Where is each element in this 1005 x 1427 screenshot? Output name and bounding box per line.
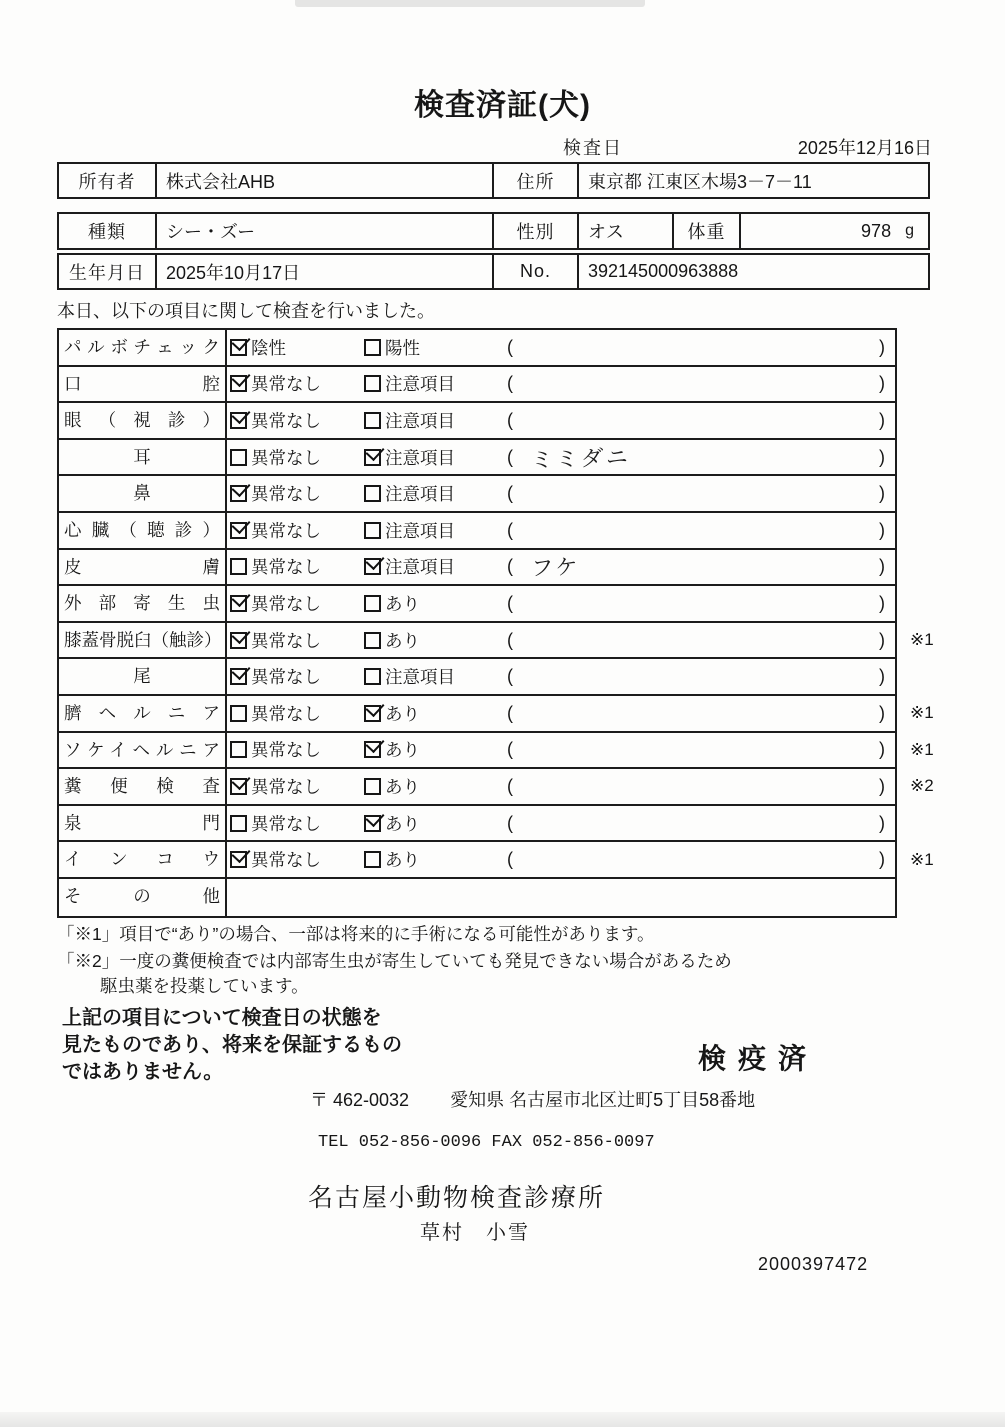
remarks-field (497, 666, 895, 687)
remarks-field (497, 776, 895, 797)
checkbox-unchecked-icon (364, 668, 381, 685)
option-checked (227, 481, 364, 506)
paren-open: ( (507, 483, 513, 504)
option-label: あり (385, 630, 420, 651)
option-checked (364, 445, 497, 470)
option-unchecked (227, 701, 364, 726)
remarks-field (497, 483, 895, 504)
paren-close: ) (879, 519, 885, 540)
option-unchecked (364, 518, 497, 543)
option-label: あり (385, 776, 420, 797)
birthdate-label: 生年月日 (59, 255, 157, 288)
paren-open: ( (507, 702, 513, 723)
checklist-row (59, 513, 895, 550)
disclaimer-line-1: 上記の項目について検査日の状態を (62, 1007, 382, 1029)
breed-value: シー・ズー (157, 214, 494, 248)
number-value: 392145000963888 (588, 261, 739, 281)
option-checked (227, 591, 364, 616)
examination-checklist-table (57, 328, 934, 918)
option-label: あり (385, 703, 420, 724)
option-label: あり (385, 593, 420, 614)
paren-open: ( (507, 592, 513, 613)
checkbox-unchecked-icon (364, 339, 381, 356)
paren-open: ( (507, 336, 513, 357)
option-label: 異常なし (251, 447, 321, 468)
checklist-row-options (227, 403, 895, 438)
paren-open: ( (507, 739, 513, 760)
checklist-row (59, 696, 934, 733)
option-label: 異常なし (251, 813, 321, 834)
paren-close: ) (879, 483, 885, 504)
option-label: あり (385, 740, 420, 761)
handwritten-remark: ミミダニ (530, 443, 632, 473)
option-label: 異常なし (251, 740, 321, 761)
option-unchecked (364, 628, 497, 653)
option-label: 異常なし (251, 667, 321, 688)
option-label: 注意項目 (385, 484, 455, 505)
checklist-row-options (227, 440, 895, 475)
option-unchecked (364, 481, 497, 506)
option-checked (227, 408, 364, 433)
document-title: 検査済証(犬) (414, 89, 591, 122)
paren-close: ) (879, 849, 885, 870)
clinic-tel-fax: TEL 052-856-0096 FAX 052-856-0097 (318, 1133, 655, 1152)
option-unchecked (364, 847, 497, 872)
option-unchecked (227, 811, 364, 836)
checklist-row-options (227, 879, 895, 916)
checkbox-unchecked-icon (364, 522, 381, 539)
owner-label: 所有者 (59, 164, 157, 197)
postal-code: 〒 462-0032 (310, 1090, 410, 1110)
birth-number-table (57, 253, 930, 290)
checkbox-unchecked-icon (364, 485, 381, 502)
paren-open: ( (507, 849, 513, 870)
checklist-item-label: 臍ヘルニア (59, 696, 227, 731)
option-checked (227, 518, 364, 543)
paren-close: ) (879, 666, 885, 687)
paren-open: ( (507, 519, 513, 540)
footnote-mark: ※1 (910, 849, 934, 869)
option-label: 注意項目 (385, 410, 455, 431)
checklist-item-label: 泉門 (59, 806, 227, 841)
checklist-row-options (227, 842, 895, 877)
remarks-field (497, 630, 895, 651)
checklist-row (59, 879, 895, 916)
option-checked (227, 774, 364, 799)
paren-open: ( (507, 775, 513, 796)
disclaimer-paragraph (62, 1005, 402, 1086)
option-checked (227, 335, 364, 360)
checklist-item-label: 尾 (59, 659, 227, 694)
checkbox-unchecked-icon (230, 705, 247, 722)
checkbox-checked-icon (364, 705, 381, 722)
checklist-row-options (227, 476, 895, 511)
option-label: あり (385, 813, 420, 834)
option-label: 異常なし (251, 703, 321, 724)
checklist-row (59, 733, 934, 770)
paren-close: ) (879, 739, 885, 760)
breed-label: 種類 (59, 214, 157, 248)
paren-close: ) (879, 556, 885, 577)
remarks-field (497, 410, 895, 431)
option-checked (364, 554, 497, 579)
checkbox-checked-icon (230, 668, 247, 685)
inspection-date-label: 検査日 (563, 138, 623, 158)
scan-artifact-top (295, 0, 645, 7)
option-label: 注意項目 (385, 520, 455, 541)
option-unchecked (227, 445, 364, 470)
paren-close: ) (879, 775, 885, 796)
checklist-row-options (227, 696, 895, 731)
disclaimer-line-2: 見たものであり、将来を保証するもの (62, 1034, 402, 1056)
footnote-mark: ※2 (910, 776, 934, 796)
checklist-item-label: 心臓（聴診） (59, 513, 227, 548)
handwritten-remark: フケ (530, 554, 581, 582)
checkbox-unchecked-icon (364, 412, 381, 429)
checklist-row (59, 476, 895, 513)
checkbox-checked-icon (230, 851, 247, 868)
checklist-row-options (227, 623, 895, 658)
clinic-address: 愛知県 名古屋市北区辻町5丁目58番地 (450, 1090, 756, 1110)
checklist-item-label: その他 (59, 879, 227, 916)
option-label: 異常なし (251, 557, 321, 578)
option-label: 異常なし (251, 410, 321, 431)
birthdate-value: 2025年10月17日 (157, 255, 494, 288)
checkbox-checked-icon (364, 449, 381, 466)
checkbox-unchecked-icon (230, 741, 247, 758)
weight-label: 体重 (674, 214, 741, 248)
checklist-item-label: 耳 (59, 440, 227, 475)
checkbox-unchecked-icon (230, 558, 247, 575)
checkbox-unchecked-icon (230, 449, 247, 466)
option-label: 陰性 (251, 337, 286, 358)
checklist-item-label: 皮膚 (59, 550, 227, 585)
checklist-row-options (227, 769, 895, 804)
checklist-item-label: 膝蓋骨脱臼（触診） (59, 623, 227, 658)
checklist-row (59, 403, 895, 440)
checkbox-checked-icon (230, 412, 247, 429)
intro-sentence: 本日、以下の項目に関して検査を行いました。 (57, 301, 435, 321)
scan-artifact-bottom (0, 1412, 1005, 1427)
examiner-name: 草村 小雪 (420, 1222, 530, 1244)
option-label: 異常なし (251, 520, 321, 541)
checkbox-checked-icon (364, 558, 381, 575)
checkbox-checked-icon (230, 339, 247, 356)
option-unchecked (364, 408, 497, 433)
breed-sex-weight-table (57, 212, 930, 250)
checkbox-unchecked-icon (364, 778, 381, 795)
option-label: 異常なし (251, 593, 321, 614)
clinic-postal-address (310, 1086, 755, 1112)
footnote-2: 「※2」一度の糞便検査では内部寄生虫が寄生していても発見できない場合があるため (57, 951, 732, 971)
option-label: あり (385, 850, 420, 871)
checklist-row-options (227, 806, 895, 841)
option-unchecked (364, 591, 497, 616)
footnote-1: 「※1」項目で“あり”の場合、一部は将来的に手術になる可能性があります。 (57, 924, 655, 944)
option-checked (364, 737, 497, 762)
address-label: 住所 (494, 164, 579, 197)
checklist-row (59, 440, 895, 477)
paren-open: ( (507, 556, 513, 577)
disclaimer-line-3: ではありません。 (62, 1061, 224, 1083)
option-label: 注意項目 (385, 667, 455, 688)
checkbox-unchecked-icon (230, 815, 247, 832)
checkbox-checked-icon (230, 778, 247, 795)
paren-close: ) (879, 702, 885, 723)
remarks-field (497, 373, 895, 394)
checklist-row (59, 769, 934, 806)
option-checked (227, 847, 364, 872)
option-label: 陽性 (385, 337, 420, 358)
quarantine-passed-stamp: 検疫済 (698, 1043, 819, 1074)
weight-value-cell (741, 214, 928, 248)
option-unchecked (227, 737, 364, 762)
paren-close: ) (879, 409, 885, 430)
checklist-item-label: 鼻 (59, 476, 227, 511)
paren-close: ) (879, 812, 885, 833)
checkbox-checked-icon (230, 595, 247, 612)
paren-close: ) (879, 373, 885, 394)
paren-open: ( (507, 373, 513, 394)
checkbox-checked-icon (230, 522, 247, 539)
checklist-row (59, 842, 934, 879)
remarks-field (497, 593, 895, 614)
option-label: 異常なし (251, 630, 321, 651)
checkbox-checked-icon (364, 741, 381, 758)
option-unchecked (227, 554, 364, 579)
checklist-item-label: 糞便検査 (59, 769, 227, 804)
option-unchecked (364, 371, 497, 396)
paren-close: ) (879, 629, 885, 650)
owner-value: 株式会社AHB (157, 164, 494, 197)
option-checked (227, 371, 364, 396)
footnote-2-continued: 駆虫薬を投薬しています。 (100, 976, 309, 996)
remarks-field (497, 551, 895, 582)
number-label: No. (494, 255, 579, 288)
option-label: 注意項目 (385, 557, 455, 578)
option-checked (364, 701, 497, 726)
checklist-item-label: 眼（視診） (59, 403, 227, 438)
checklist-row-options (227, 550, 895, 585)
remarks-field (497, 337, 895, 358)
checklist-item-label: パルボチェック (59, 330, 227, 365)
sex-label: 性別 (494, 214, 579, 248)
remarks-field (497, 442, 895, 473)
paren-open: ( (507, 666, 513, 687)
checklist-row-options (227, 367, 895, 402)
option-checked (227, 628, 364, 653)
inspection-date-value: 2025年12月16日 (797, 138, 932, 158)
checklist-row-options (227, 330, 895, 365)
owner-address-table (57, 162, 930, 199)
checkbox-unchecked-icon (364, 375, 381, 392)
checklist-row (59, 586, 895, 623)
checklist-row (59, 550, 895, 587)
paren-close: ) (879, 446, 885, 467)
checklist-row (59, 330, 895, 367)
weight-value: 978 (861, 220, 892, 241)
remarks-field (497, 520, 895, 541)
checklist-row (59, 367, 895, 404)
checkbox-unchecked-icon (364, 632, 381, 649)
remarks-field (497, 703, 895, 724)
address-value: 東京都 江東区木場3－7－11 (588, 171, 812, 192)
footnote-mark: ※1 (910, 630, 934, 650)
checkbox-unchecked-icon (364, 851, 381, 868)
checklist-item-label: 口腔 (59, 367, 227, 402)
option-label: 注意項目 (385, 447, 455, 468)
option-label: 異常なし (251, 776, 321, 797)
weight-unit: g (905, 222, 914, 239)
checklist-row (59, 623, 934, 660)
paren-close: ) (879, 336, 885, 357)
checklist-row-options (227, 586, 895, 621)
remarks-field (497, 849, 895, 870)
document-serial-number: 2000397472 (758, 1254, 869, 1274)
footnote-mark: ※1 (910, 739, 934, 759)
paren-open: ( (507, 409, 513, 430)
remarks-field (497, 739, 895, 760)
clinic-name: 名古屋小動物検査診療所 (308, 1184, 606, 1212)
checklist-row (59, 806, 895, 843)
option-checked (364, 811, 497, 836)
paren-open: ( (507, 629, 513, 650)
checklist-item-label: 外部寄生虫 (59, 586, 227, 621)
checklist-row-options (227, 513, 895, 548)
option-checked (227, 664, 364, 689)
checkbox-checked-icon (364, 815, 381, 832)
option-label: 異常なし (251, 374, 321, 395)
option-unchecked (364, 774, 497, 799)
checklist-item-label: インコウ (59, 842, 227, 877)
checkbox-checked-icon (230, 375, 247, 392)
paren-open: ( (507, 446, 513, 467)
footnote-mark: ※1 (910, 703, 934, 723)
checklist-row (59, 659, 895, 696)
checkbox-checked-icon (230, 632, 247, 649)
option-label: 異常なし (251, 484, 321, 505)
option-label: 注意項目 (385, 374, 455, 395)
option-label: 異常なし (251, 850, 321, 871)
checkbox-unchecked-icon (364, 595, 381, 612)
sex-value: オス (579, 214, 674, 248)
paren-close: ) (879, 592, 885, 613)
paren-open: ( (507, 812, 513, 833)
checkbox-checked-icon (230, 485, 247, 502)
checklist-row-options (227, 733, 895, 768)
option-unchecked (364, 664, 497, 689)
option-unchecked (364, 335, 497, 360)
checklist-item-label: ソケイヘルニア (59, 733, 227, 768)
remarks-field (497, 813, 895, 834)
checklist-row-options (227, 659, 895, 694)
